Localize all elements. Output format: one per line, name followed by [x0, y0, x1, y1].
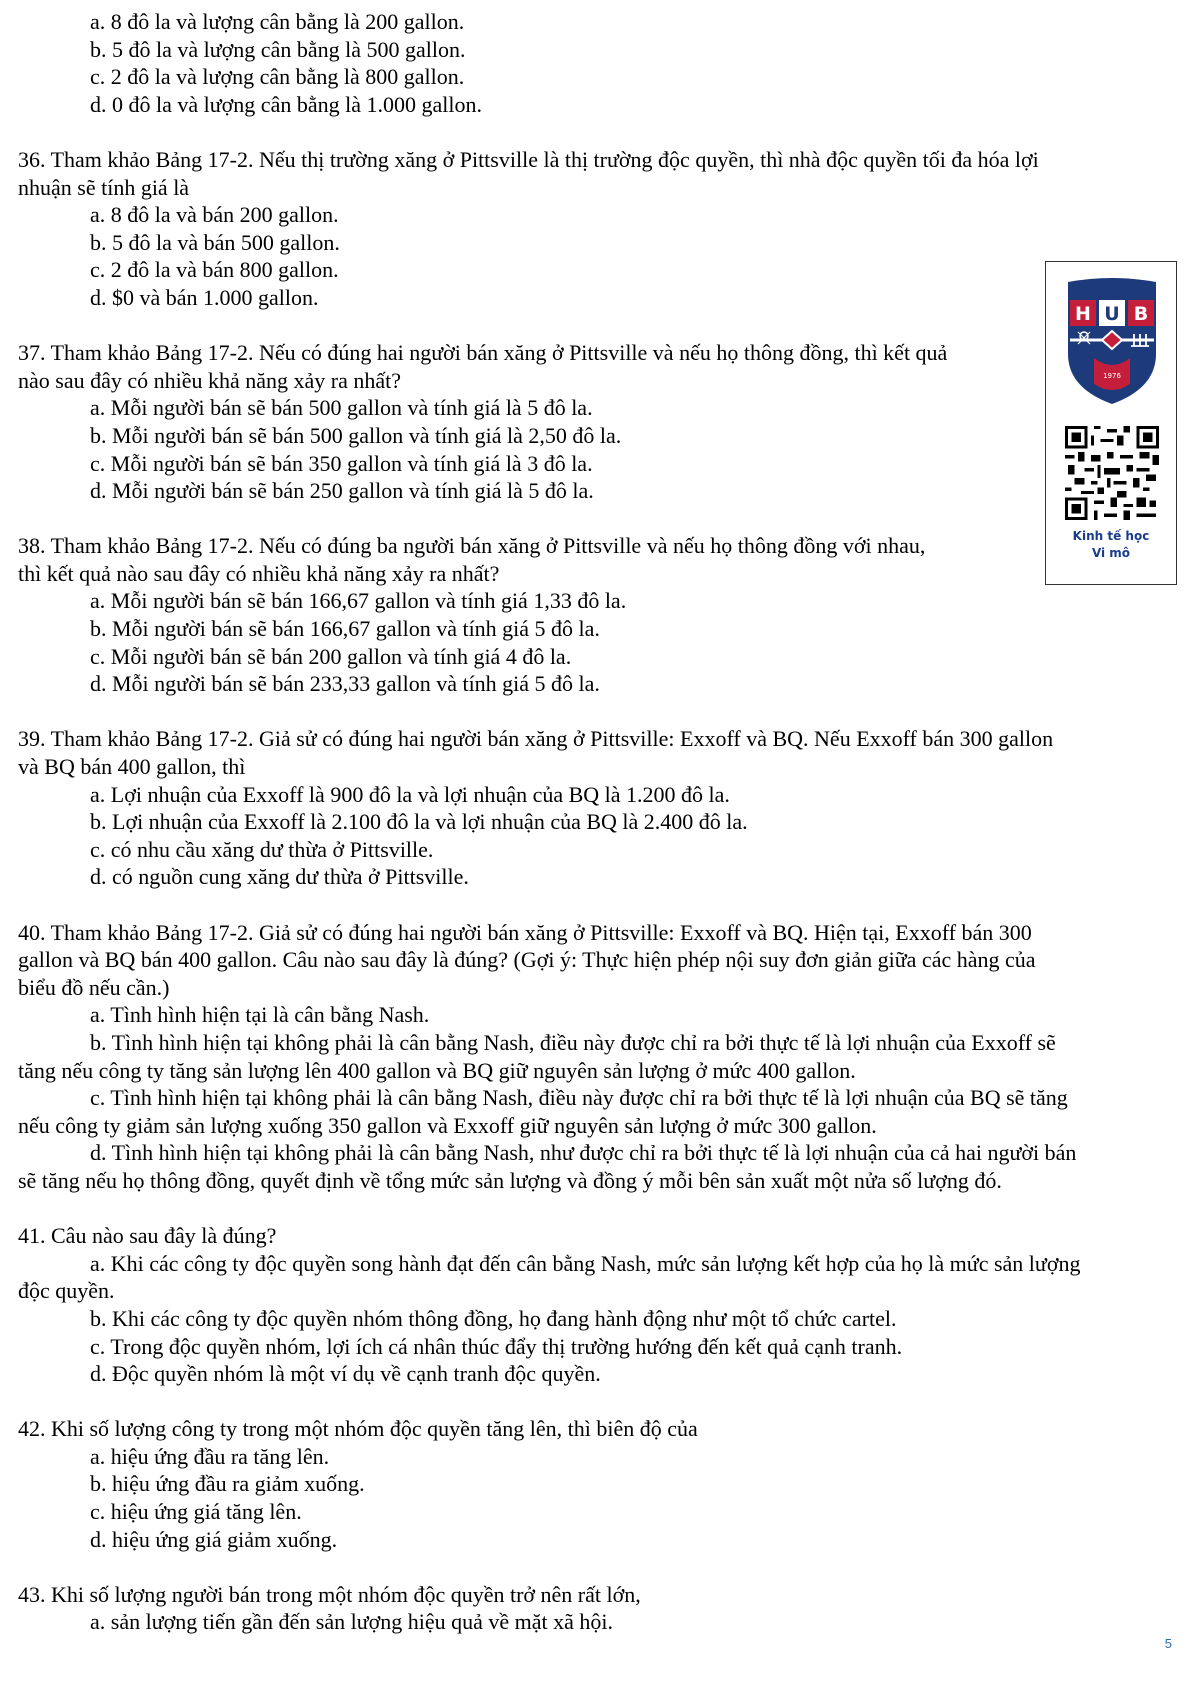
option-c: c. Mỗi người bán sẽ bán 350 gallon và tính giá là 3 đô la. — [90, 450, 593, 476]
question-stem: thì kết quả nào sau đây có nhiều khả năng xảy ra nhất? — [18, 560, 500, 586]
option-b: b. Mỗi người bán sẽ bán 500 gallon và tính giá là 2,50 đô la. — [90, 422, 622, 448]
option-c: c. Trong độc quyền nhóm, lợi ích cá nhân thúc đẩy thị trường hướng đến kết quả cạnh tranh. — [90, 1333, 903, 1359]
question-stem: nào sau đây có nhiều khả năng xảy ra nhất? — [18, 367, 402, 393]
question-stem: và BQ bán 400 gallon, thì — [18, 754, 246, 780]
option-c: c. Tình hình hiện tại không phải là cân bằng Nash, điều này được chỉ ra bởi thực tế là lợi nhuận của BQ sẽ tăng — [90, 1085, 1068, 1111]
hub-logo-shield — [1064, 276, 1160, 406]
question-stem: 38. Tham khảo Bảng 17-2. Nếu có đúng ba người bán xăng ở Pittsville và nếu họ thông đồng với nhau, — [18, 533, 926, 559]
question-stem: biểu đồ nếu cần.) — [18, 974, 170, 1000]
option-a: a. 8 đô la và lượng cân bằng là 200 gallon. — [90, 9, 465, 34]
option-a: a. Lợi nhuận của Exxoff là 900 đô la và lợi nhuận của BQ là 1.200 đô la. — [90, 781, 730, 807]
badge-label-subject: Kinh tế học — [1072, 529, 1150, 543]
option-a: a. Khi các công ty độc quyền song hành đạt đến cân bằng Nash, mức sản lượng kết hợp của họ là mức sản lượng — [90, 1250, 1081, 1276]
page-number: 5 — [1164, 1636, 1172, 1651]
question-42 — [18, 1415, 1183, 1553]
option-c: c. có nhu cầu xăng dư thừa ở Pittsville. — [90, 836, 434, 862]
option-d: d. Mỗi người bán sẽ bán 250 gallon và tính giá là 5 đô la. — [90, 478, 594, 504]
option-a: a. Tình hình hiện tại là cân bằng Nash. — [90, 1002, 430, 1028]
option-c: c. 2 đô la và lượng cân bằng là 800 gallon. — [90, 64, 465, 90]
question-stem: 37. Tham khảo Bảng 17-2. Nếu có đúng hai người bán xăng ở Pittsville và nếu họ thông đồng, thì kết quả — [18, 340, 948, 366]
option-b: b. Lợi nhuận của Exxoff là 2.100 đô la và lợi nhuận của BQ là 2.400 đô la. — [90, 809, 748, 835]
question-stem: 42. Khi số lượng công ty trong một nhóm độc quyền tăng lên, thì biên độ của — [18, 1416, 698, 1442]
question-stem: 43. Khi số lượng người bán trong một nhóm độc quyền trở nên rất lớn, — [18, 1581, 641, 1607]
svg-text:H: H — [1075, 303, 1091, 325]
question-41 — [18, 1222, 1183, 1388]
option-c-continued: nếu công ty giảm sản lượng xuống 350 gallon và Exxoff giữ nguyên sản lượng ở mức 300 gallon. — [18, 1112, 877, 1138]
option-d: d. Tình hình hiện tại không phải là cân bằng Nash, như được chỉ ra bởi thực tế là lợi nhuận của cả hai người bán — [90, 1140, 1077, 1166]
qr-code[interactable] — [1065, 426, 1159, 520]
question-stem: gallon và BQ bán 400 gallon. Câu nào sau đây là đúng? (Gợi ý: Thực hiện phép nội suy đơn giản giữa các hàng của — [18, 947, 1036, 973]
question-38 — [18, 532, 1183, 698]
option-c: c. 2 đô la và bán 800 gallon. — [90, 257, 339, 283]
question-stem: 36. Tham khảo Bảng 17-2. Nếu thị trường xăng ở Pittsville là thị trường độc quyền, thì nhà độc quyền tối đa hóa lợi — [18, 146, 1039, 172]
option-a: a. 8 đô la và bán 200 gallon. — [90, 202, 339, 228]
option-d: d. $0 và bán 1.000 gallon. — [90, 284, 319, 310]
option-b: b. hiệu ứng đầu ra giảm xuống. — [90, 1471, 365, 1497]
question-43 — [18, 1581, 1183, 1636]
svg-text:U: U — [1104, 303, 1120, 325]
question-stem: nhuận sẽ tính giá là — [18, 174, 190, 200]
option-c: c. Mỗi người bán sẽ bán 200 gallon và tính giá 4 đô la. — [90, 643, 572, 669]
option-a: a. hiệu ứng đầu ra tăng lên. — [90, 1443, 330, 1469]
option-a-continued: độc quyền. — [18, 1278, 115, 1304]
option-a: a. sản lượng tiến gần đến sản lượng hiệu quả về mặt xã hội. — [90, 1609, 614, 1635]
option-a: a. Mỗi người bán sẽ bán 166,67 gallon và tính giá 1,33 đô la. — [90, 588, 627, 614]
question-stem: 40. Tham khảo Bảng 17-2. Giả sử có đúng hai người bán xăng ở Pittsville: Exxoff và BQ. Hiện tại, Exxoff bán 300 — [18, 919, 1032, 945]
option-d: d. Mỗi người bán sẽ bán 233,33 gallon và tính giá 5 đô la. — [90, 671, 600, 697]
option-b: b. Tình hình hiện tại không phải là cân bằng Nash, điều này được chỉ ra bởi thực tế là lợi nhuận của Exxoff sẽ — [90, 1029, 1056, 1055]
option-d-continued: sẽ tăng nếu họ thông đồng, quyết định về tổng mức sản lượng và đồng ý mỗi bên sản xuất một nửa số lượng đó. — [18, 1167, 1002, 1193]
option-b: b. Khi các công ty độc quyền nhóm thông đồng, họ đang hành động như một tổ chức cartel. — [90, 1305, 897, 1331]
question-list — [18, 8, 1183, 1636]
option-d: d. 0 đô la và lượng cân bằng là 1.000 gallon. — [90, 91, 482, 117]
question-39 — [18, 725, 1183, 891]
option-b-continued: tăng nếu công ty tăng sản lượng lên 400 gallon và BQ giữ nguyên sản lượng ở mức 400 gallon. — [18, 1057, 856, 1083]
question-35-options — [18, 8, 1183, 118]
question-36 — [18, 146, 1183, 312]
option-b: b. Mỗi người bán sẽ bán 166,67 gallon và tính giá 5 đô la. — [90, 616, 600, 642]
question-stem: 39. Tham khảo Bảng 17-2. Giả sử có đúng hai người bán xăng ở Pittsville: Exxoff và BQ. Nếu Exxoff bán 300 gallon — [18, 726, 1054, 752]
option-d: d. hiệu ứng giá giảm xuống. — [90, 1526, 338, 1552]
hub-badge — [1045, 261, 1177, 585]
option-d: d. có nguồn cung xăng dư thừa ở Pittsville. — [90, 864, 469, 890]
svg-text:B: B — [1133, 303, 1149, 325]
question-40 — [18, 919, 1183, 1195]
option-a: a. Mỗi người bán sẽ bán 500 gallon và tính giá là 5 đô la. — [90, 395, 593, 421]
option-b: b. 5 đô la và bán 500 gallon. — [90, 229, 340, 255]
option-d: d. Độc quyền nhóm là một ví dụ về cạnh tranh độc quyền. — [90, 1361, 601, 1387]
question-37 — [18, 339, 1183, 505]
badge-label-course: Vi mô — [1091, 546, 1131, 560]
logo-year: 1976 — [1103, 372, 1121, 380]
question-stem: 41. Câu nào sau đây là đúng? — [18, 1223, 277, 1249]
option-b: b. 5 đô la và lượng cân bằng là 500 gallon. — [90, 36, 466, 62]
option-c: c. hiệu ứng giá tăng lên. — [90, 1499, 302, 1525]
